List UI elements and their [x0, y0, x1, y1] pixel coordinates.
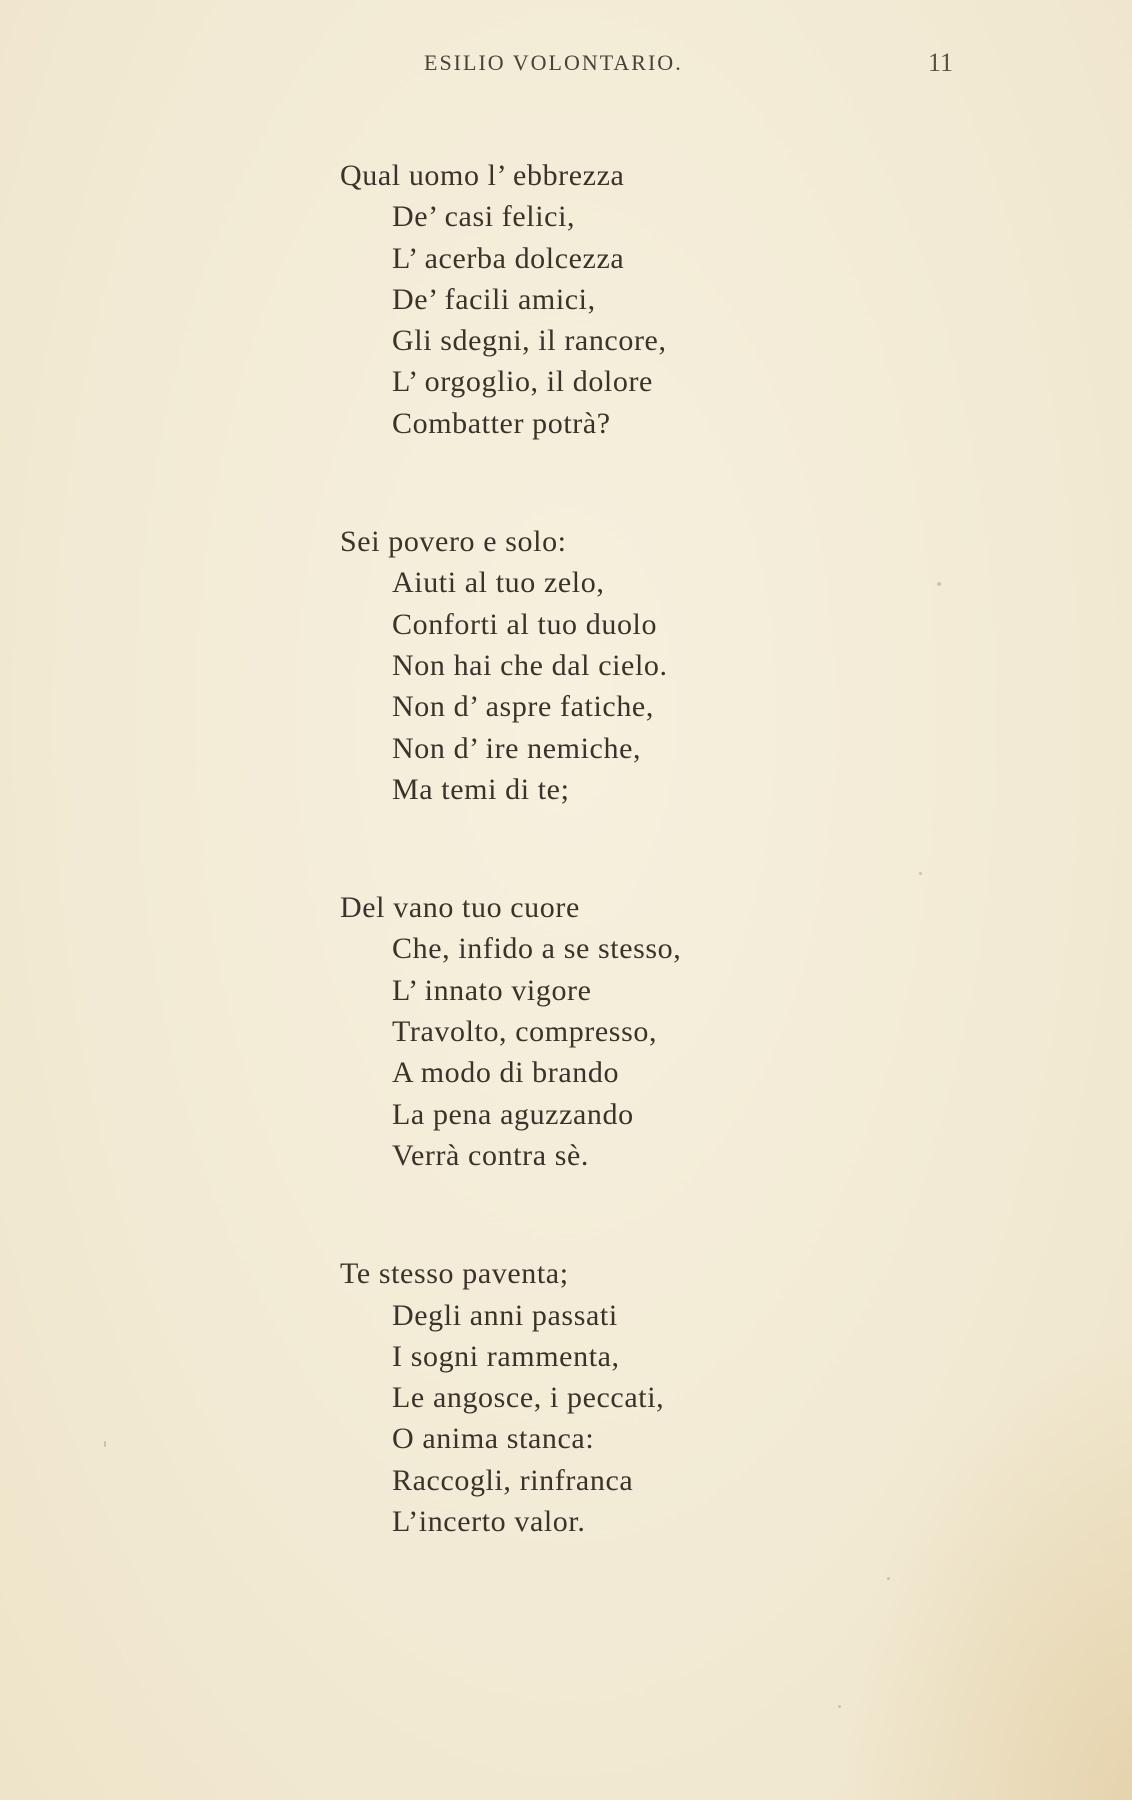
poem-line: Travolto, compresso, — [392, 1015, 658, 1049]
stanza-3 — [340, 887, 1040, 1176]
poem-line: O anima stanca: — [392, 1422, 595, 1456]
paper-speck — [838, 1705, 841, 1708]
poem-line: Raccogli, rinfranca — [392, 1463, 634, 1497]
running-head — [0, 50, 1132, 90]
poem-line: Verrà contra sè. — [392, 1138, 589, 1172]
poem-line: La pena aguzzando — [392, 1097, 634, 1131]
stanza-1 — [340, 155, 1040, 444]
poem-line: Gli sdegni, il rancore, — [392, 324, 667, 358]
poem-line: L’incerto valor. — [392, 1505, 586, 1539]
page-number: 11 — [928, 48, 954, 77]
poem-line: Che, infido a se stesso, — [392, 932, 682, 966]
poem-line: Del vano tuo cuore — [340, 891, 580, 925]
stanza-4 — [340, 1253, 1040, 1542]
poem-line: Le angosce, i peccati, — [392, 1381, 665, 1415]
poem-line: Qual uomo l’ ebbrezza — [340, 159, 625, 192]
poem-line: A modo di brando — [392, 1056, 620, 1090]
poem-line: Non d’ ire nemiche, — [392, 731, 642, 765]
poem-line: Sei povero e solo: — [340, 525, 567, 559]
poem-line: Aiuti al tuo zelo, — [392, 566, 605, 600]
poem — [340, 155, 1040, 1619]
poem-line: L’ innato vigore — [392, 973, 592, 1007]
stanza-2 — [340, 521, 1040, 810]
poem-line: Non hai che dal cielo. — [392, 648, 668, 682]
poem-line: L’ acerba dolcezza — [392, 241, 625, 275]
paper-speck — [887, 1577, 890, 1580]
paper-speck — [919, 872, 922, 875]
poem-line: Degli anni passati — [392, 1298, 618, 1332]
poem-line: Non d’ aspre fatiche, — [392, 690, 654, 724]
poem-line: L’ orgoglio, il dolore — [392, 365, 653, 399]
poem-line: I sogni rammenta, — [392, 1339, 620, 1373]
paper-speck — [937, 582, 941, 586]
poem-line: Combatter potrà? — [392, 406, 611, 440]
running-title: ESILIO VOLONTARIO. — [424, 50, 683, 75]
poem-line: Ma temi di te; — [392, 772, 570, 806]
paper-speck — [104, 1441, 106, 1447]
poem-line: De’ casi felici, — [392, 200, 576, 234]
poem-line: Conforti al tuo duolo — [392, 607, 658, 641]
poem-line: Te stesso paventa; — [340, 1257, 569, 1291]
poem-line: De’ facili amici, — [392, 282, 596, 316]
